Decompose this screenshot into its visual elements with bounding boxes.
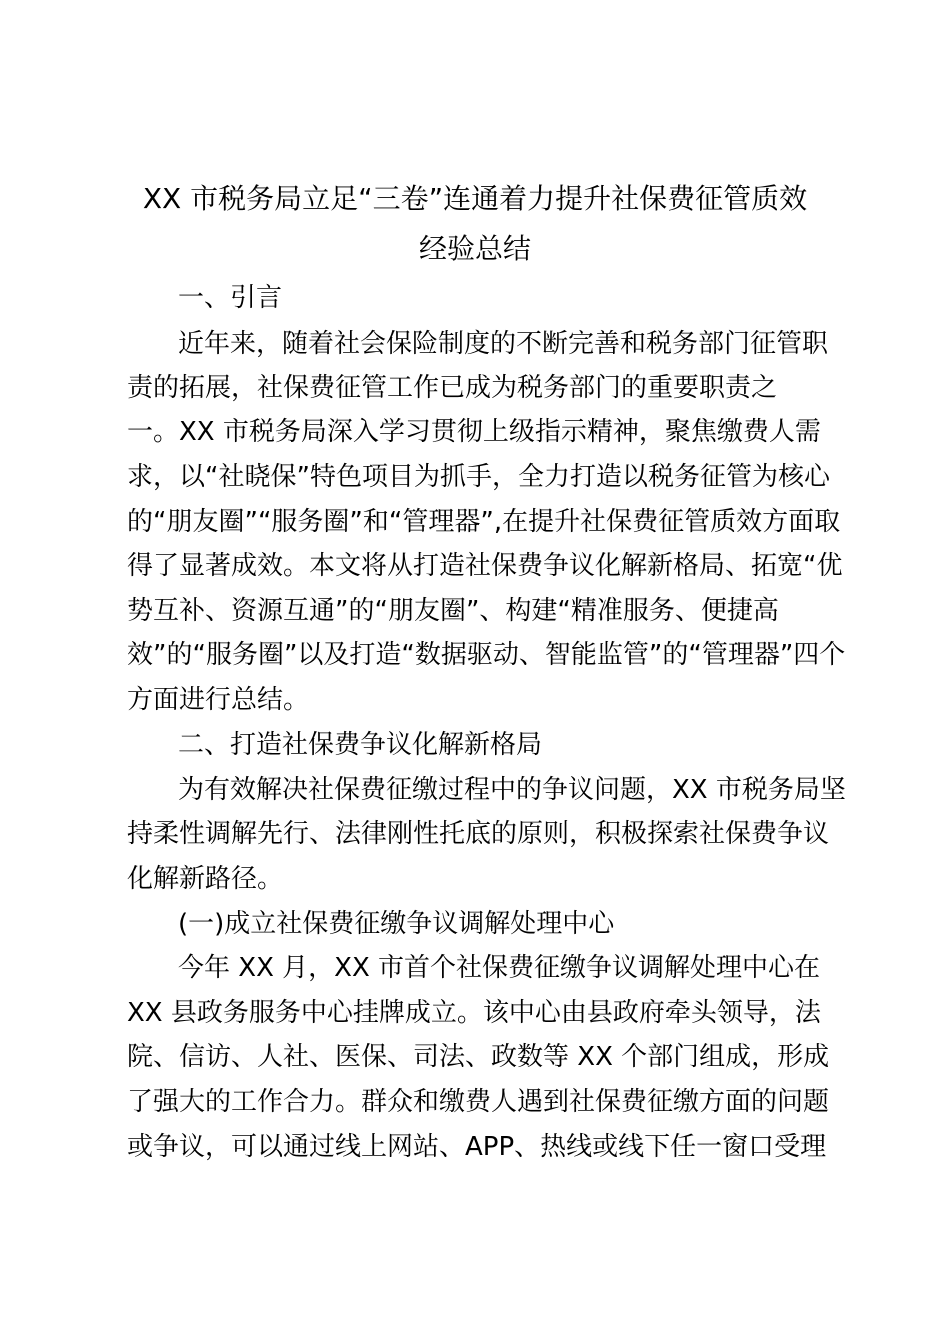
paragraph-line: 持柔性调解先行、法律刚性托底的原则，积极探索社保费争议 <box>127 819 830 849</box>
paragraph-line: 效”的“服务圈”以及打造“数据驱动、智能监管”的“管理器”四个 <box>127 640 846 670</box>
paragraph-line: 得了显著成效。本文将从打造社保费争议化解新格局、拓宽“优 <box>127 551 843 581</box>
section-heading-dispute-resolution: 二、打造社保费争议化解新格局 <box>178 730 543 760</box>
paragraph-line: 了强大的工作合力。群众和缴费人遇到社保费征缴方面的问题 <box>127 1087 830 1117</box>
paragraph-line: 责的拓展，社保费征管工作已成为税务部门的重要职责之 <box>127 373 778 403</box>
paragraph-line: 今年 XX 月，XX 市首个社保费征缴争议调解处理中心在 <box>178 953 821 983</box>
paragraph-line: 势互补、资源互通”的“朋友圈”、构建“精准服务、便捷高 <box>127 596 779 626</box>
paragraph-line: 为有效解决社保费征缴过程中的争议问题，XX 市税务局坚 <box>178 775 846 805</box>
paragraph-line: 方面进行总结。 <box>127 685 310 715</box>
subsection-heading-mediation-center: (一)成立社保费征缴争议调解处理中心 <box>178 909 615 939</box>
paragraph-line: XX 县政务服务中心挂牌成立。该中心由县政府牵头领导，法 <box>127 998 821 1028</box>
document-title-line-1: XX 市税务局立足“三卷”连通着力提升社保费征管质效 <box>142 182 808 215</box>
paragraph-line: 求，以“社晓保”特色项目为抓手，全力打造以税务征管为核心 <box>127 462 830 492</box>
section-heading-introduction: 一、引言 <box>178 283 283 313</box>
document-title-line-2: 经验总结 <box>418 232 531 265</box>
paragraph-line: 的“朋友圈”“服务圈”和“管理器”,在提升社保费征管质效方面取 <box>127 507 841 537</box>
paragraph-line: 或争议，可以通过线上网站、APP、热线或线下任一窗口受理 <box>127 1132 827 1162</box>
paragraph-line: 近年来，随着社会保险制度的不断完善和税务部门征管职 <box>178 329 829 359</box>
paragraph-line: 化解新路径。 <box>127 864 284 894</box>
paragraph-line: 一。XX 市税务局深入学习贯彻上级指示精神，聚焦缴费人需 <box>127 417 821 447</box>
paragraph-line: 院、信访、人社、医保、司法、政数等 XX 个部门组成，形成 <box>127 1042 830 1072</box>
